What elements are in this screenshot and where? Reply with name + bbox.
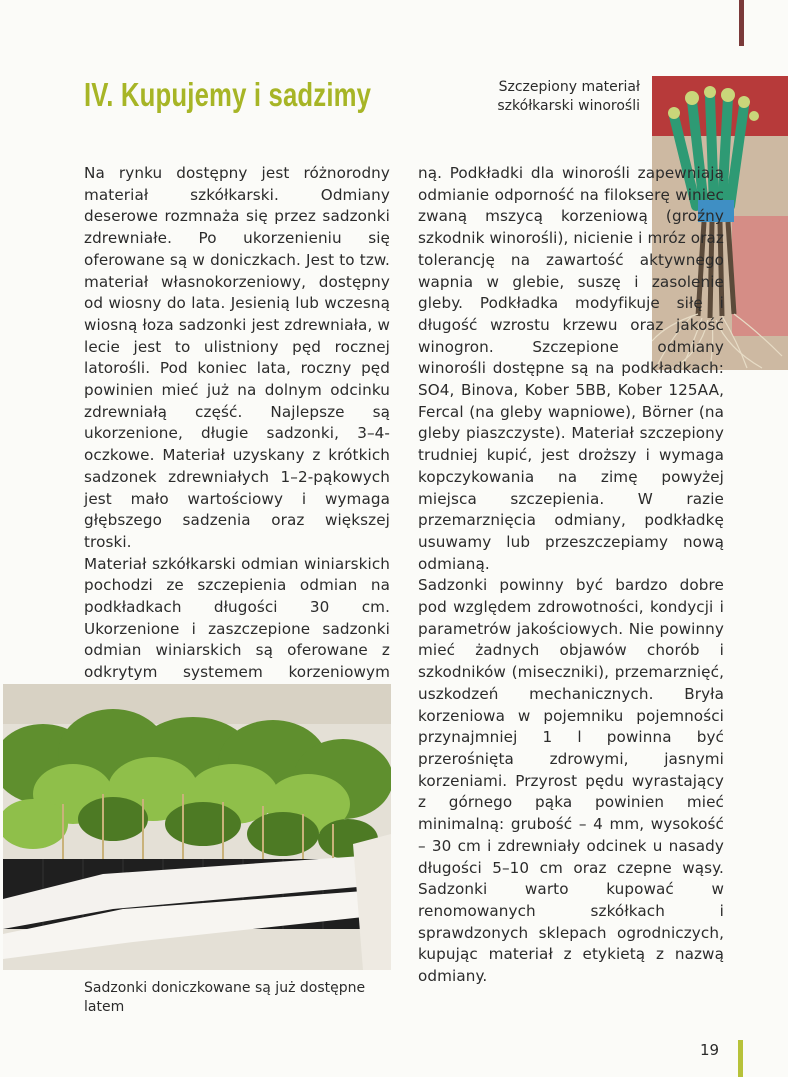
potted-seedlings-photo — [3, 684, 391, 970]
paragraph: Materiał szkółkarski odmian winiarskich pochodzi ze szczepienia odmian na podkładkach długości 30 cm. Ukorzenione i zaszczepione sadzonki odmian winiarskich są oferowane z odkrytym systemem korzeniowym — [84, 554, 390, 682]
paragraph: ną. Podkładki dla winorośli zapewniają odmianie odporność na filokserę winiec zwaną mszycą korzeniową (groźny szkodnik winorośli), nicienie i mróz oraz tolerancję na zawartość aktywnego wapnia w glebie, suszę i zasolenie gleby. Podkładka modyfikuje siłę i długość wzrostu krzewu oraz jakość winogron. Szczepione odmiany winorośli dostępne są na podkładkach: SO4, Binova, Kober 5BB, Kober 125AA, Fercal (na gleby wapniowe), Börner (na gleby piaszczyste). Materiał szczepiony trudniej kupić, jest droższy i wymaga kopczykowania na zimę powyżej miejsca szczepienia. W razie przemarznięcia odmiany, podkładkę usuwamy lub przeszczepiamy nową odmianą. — [418, 164, 724, 573]
photo-caption-top: Szczepiony materiał szkółkarski winorośli — [497, 79, 640, 114]
page-title: IV. Kupujemy i sadzimy — [84, 76, 372, 113]
top-accent-bar — [739, 0, 744, 46]
left-text-column — [84, 163, 390, 706]
bottom-accent-bar — [738, 1040, 743, 1077]
right-text-column — [418, 163, 724, 988]
photo-caption-bottom: Sadzonki doniczkowane są już dostępne latem — [84, 980, 366, 1015]
paragraph: Sadzonki powinny być bardzo dobre pod względem zdrowotności, kondycji i parametrów jakościowych. Nie powinny mieć żadnych objawów chorób i szkodników (miseczniki), przemarznięć, uszkodzeń mechanicznych. Bryła korzeniowa w pojemniku pojemności przynajmniej 1 l powinna być przerośnięta zdrowymi, jasnymi korzeniami. Przyrost pędu wyrastający z górnego pąka powinien mieć minimalną: grubość – 4 mm, wysokość – 30 cm i zdrewniały odcinek u nasady długości 5–10 cm oraz czepne wąsy. Sadzonki warto kupować w renomowanych szkółkach i sprawdzonych sklepach ogrodniczych, kupując materiał z etykietą z nazwą odmiany. — [418, 576, 724, 986]
page-number: 19 — [700, 1041, 720, 1059]
paragraph: Na rynku dostępny jest różnorodny materiał szkółkarski. Odmiany deserowe rozmnaża się przez sadzonki zdrewniałe. Po ukorzenieniu się oferowane są w doniczkach. Jest to tzw. materiał własnokorzeniowy, dostępny od wiosny do lata. Jesienią lub wczesną wiosną łoza sadzonki jest zdrewniała, w lecie jest to ulistniony pęd rocznej latorośli. Pod koniec lata, roczny pęd powinien mieć już na dolnym odcinku zdrewniałą część. Najlepsze są ukorzenione, długie sadzonki, 3–4-oczkowe. Materiał uzyskany z krótkich sadzonek zdrewniałych 1–2-pąkowych jest mało wartościowy i wymaga głębszego sadzenia oraz większej troski. — [84, 164, 390, 551]
